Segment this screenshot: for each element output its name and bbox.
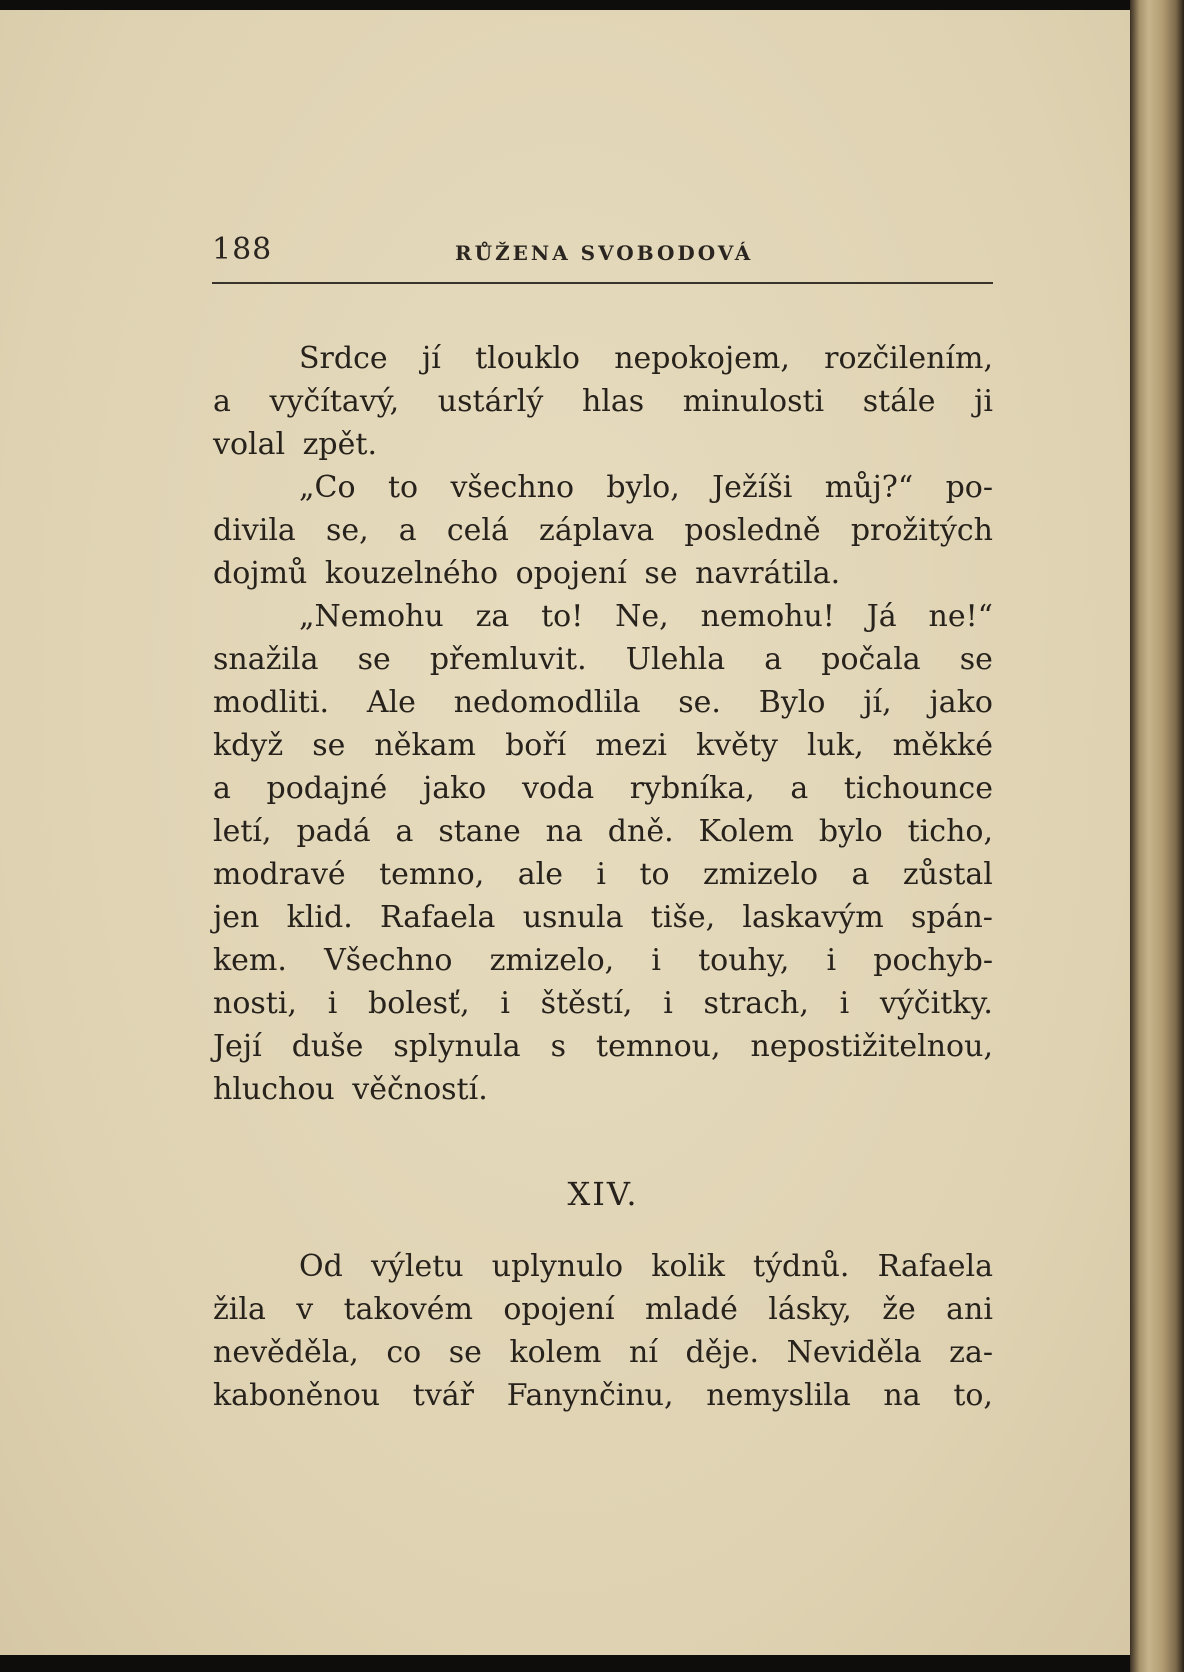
- word: na: [883, 1378, 921, 1413]
- word: snažila: [213, 642, 319, 677]
- word: celá: [446, 513, 509, 548]
- body-text: [213, 337, 993, 1111]
- word: záplava: [539, 513, 655, 548]
- word: zůstal: [902, 857, 993, 892]
- word: v: [296, 1292, 314, 1327]
- word: bylo: [818, 814, 883, 849]
- word: bolesť,: [368, 986, 470, 1021]
- word: spán-: [910, 900, 993, 935]
- word: žila: [213, 1292, 266, 1327]
- text-line: [213, 896, 993, 939]
- word: kem.: [213, 943, 287, 978]
- text-line: [213, 1245, 993, 1288]
- word: to!: [541, 599, 584, 634]
- word: nepostižitelnou,: [750, 1029, 993, 1064]
- word: na: [545, 814, 583, 849]
- word: tvář: [412, 1378, 475, 1413]
- word: luk,: [806, 728, 864, 763]
- text-line: [213, 810, 993, 853]
- word: mezi: [595, 728, 667, 763]
- page-header: [212, 232, 992, 276]
- word: štěstí,: [540, 986, 633, 1021]
- word: Bylo: [758, 685, 826, 720]
- word: klid.: [286, 900, 353, 935]
- word: kolik: [651, 1249, 725, 1284]
- word: „Nemohu: [299, 599, 444, 634]
- text-line: [213, 767, 993, 810]
- chapter-text: [213, 1245, 993, 1417]
- word: kaboněnou: [213, 1378, 381, 1413]
- word: vyčítavý,: [269, 384, 400, 419]
- text-line: [213, 337, 993, 380]
- word: strach,: [703, 986, 809, 1021]
- word: a: [851, 857, 870, 892]
- word: i: [500, 986, 510, 1021]
- word: Všechno: [324, 943, 453, 978]
- text-line: [213, 724, 993, 767]
- word: ani: [946, 1292, 993, 1327]
- word: laskavým: [742, 900, 884, 935]
- word: boří: [505, 728, 567, 763]
- word: zmizelo,: [489, 943, 615, 978]
- word: ustárlý: [437, 384, 544, 419]
- word: mladé: [645, 1292, 738, 1327]
- word: ji: [974, 384, 993, 419]
- word: a: [764, 642, 783, 677]
- word: Ježíši: [712, 470, 793, 505]
- word: dně.: [607, 814, 674, 849]
- word: touhy,: [698, 943, 790, 978]
- word: duše: [291, 1029, 364, 1064]
- word: Fanynčinu,: [506, 1378, 674, 1413]
- word: děje.: [685, 1335, 760, 1370]
- text-line: [213, 380, 993, 423]
- word: Od: [299, 1249, 343, 1284]
- word: ticho,: [907, 814, 993, 849]
- word: za-: [949, 1335, 993, 1370]
- word: Její: [213, 1029, 262, 1064]
- word: letí,: [213, 814, 272, 849]
- text-line: [213, 466, 993, 509]
- text-line: [213, 1374, 993, 1417]
- word: se: [312, 728, 346, 763]
- word: takovém: [343, 1292, 473, 1327]
- word: se: [357, 642, 391, 677]
- word: modliti.: [213, 685, 330, 720]
- word: pochyb-: [873, 943, 993, 978]
- word: jí,: [863, 685, 892, 720]
- text-line: [213, 853, 993, 896]
- word: to: [639, 857, 670, 892]
- word: za: [475, 599, 510, 634]
- word: se,: [325, 513, 369, 548]
- word: se.: [678, 685, 721, 720]
- word: Ulehla: [625, 642, 726, 677]
- word: můj?“: [824, 470, 914, 505]
- word: temnou,: [596, 1029, 721, 1064]
- word: minulosti: [682, 384, 825, 419]
- word: Srdce: [299, 341, 388, 376]
- word: i: [663, 986, 673, 1021]
- word: jí: [421, 341, 441, 376]
- word: měkké: [892, 728, 993, 763]
- word: po-: [945, 470, 993, 505]
- book-spine: [1130, 0, 1184, 1672]
- word: a: [213, 771, 231, 806]
- word: tiše,: [650, 900, 716, 935]
- text-line: [213, 939, 993, 982]
- word: to,: [953, 1378, 993, 1413]
- word: květy: [696, 728, 778, 763]
- word: výletu: [370, 1249, 464, 1284]
- word: stane: [438, 814, 521, 849]
- word: rybníka,: [629, 771, 755, 806]
- word: rozčilením,: [824, 341, 993, 376]
- word: kolem: [509, 1335, 602, 1370]
- word: jen: [213, 900, 260, 935]
- page-number: 188: [212, 232, 273, 267]
- word: a: [790, 771, 809, 806]
- chapter-heading: XIV.: [567, 1175, 639, 1213]
- text-line: [213, 595, 993, 638]
- word: voda: [521, 771, 595, 806]
- word: nosti,: [213, 986, 297, 1021]
- word: padá: [296, 814, 371, 849]
- text-line: [213, 982, 993, 1025]
- word: prožitých: [850, 513, 993, 548]
- text-line: [213, 1331, 993, 1374]
- word: Kolem: [698, 814, 794, 849]
- word: Neviděla: [786, 1335, 922, 1370]
- word: divila: [213, 513, 296, 548]
- word: s: [550, 1029, 567, 1064]
- header-rule: [212, 282, 993, 284]
- word: někam: [374, 728, 477, 763]
- text-line: dojmů kouzelného opojení se navrátila.: [213, 556, 841, 591]
- text-line: [213, 509, 993, 552]
- word: tichounce: [843, 771, 993, 806]
- word: ale: [517, 857, 563, 892]
- word: lásky,: [768, 1292, 852, 1327]
- word: že: [882, 1292, 916, 1327]
- word: a: [395, 814, 414, 849]
- word: nemyslila: [706, 1378, 851, 1413]
- word: Ale: [366, 685, 416, 720]
- word: Ne,: [615, 599, 669, 634]
- word: i: [596, 857, 606, 892]
- word: výčitky.: [879, 986, 993, 1021]
- word: hlas: [581, 384, 645, 419]
- word: i: [651, 943, 661, 978]
- word: týdnů.: [753, 1249, 850, 1284]
- word: Rafaela: [877, 1249, 993, 1284]
- word: stále: [862, 384, 936, 419]
- word: bylo,: [606, 470, 680, 505]
- word: podajné: [266, 771, 388, 806]
- text-line: [213, 681, 993, 724]
- text-line: [213, 1288, 993, 1331]
- text-line: volal zpět.: [213, 427, 377, 462]
- word: nepokojem,: [614, 341, 790, 376]
- word: nevěděla,: [213, 1335, 359, 1370]
- word: Rafaela: [380, 900, 496, 935]
- word: ne!“: [928, 599, 993, 634]
- word: modravé: [213, 857, 346, 892]
- word: počala: [821, 642, 921, 677]
- text-line: [213, 638, 993, 681]
- word: Já: [866, 599, 897, 634]
- text-line: [213, 1025, 993, 1068]
- word: všechno: [450, 470, 575, 505]
- word: „Co: [299, 470, 356, 505]
- word: i: [327, 986, 338, 1021]
- word: temno,: [379, 857, 485, 892]
- word: splynula: [393, 1029, 521, 1064]
- word: přemluvit.: [429, 642, 587, 677]
- word: tlouklo: [475, 341, 580, 376]
- word: i: [839, 986, 850, 1021]
- word: se: [448, 1335, 482, 1370]
- word: jako: [929, 685, 993, 720]
- word: se: [959, 642, 993, 677]
- word: nemohu!: [700, 599, 835, 634]
- word: nedomodlila: [453, 685, 641, 720]
- word: uplynulo: [491, 1249, 624, 1284]
- word: to: [387, 470, 419, 505]
- word: a: [213, 384, 231, 419]
- word: když: [213, 728, 284, 763]
- word: i: [826, 943, 837, 978]
- word: co: [386, 1335, 422, 1370]
- word: jako: [422, 771, 487, 806]
- running-title: RŮŽENA SVOBODOVÁ: [455, 241, 754, 265]
- word: usnula: [522, 900, 624, 935]
- word: posledně: [684, 513, 821, 548]
- word: zmizelo: [703, 857, 819, 892]
- word: ní: [629, 1335, 658, 1370]
- word: opojení: [503, 1292, 615, 1327]
- word: a: [398, 513, 417, 548]
- text-line: hluchou věčností.: [213, 1072, 488, 1107]
